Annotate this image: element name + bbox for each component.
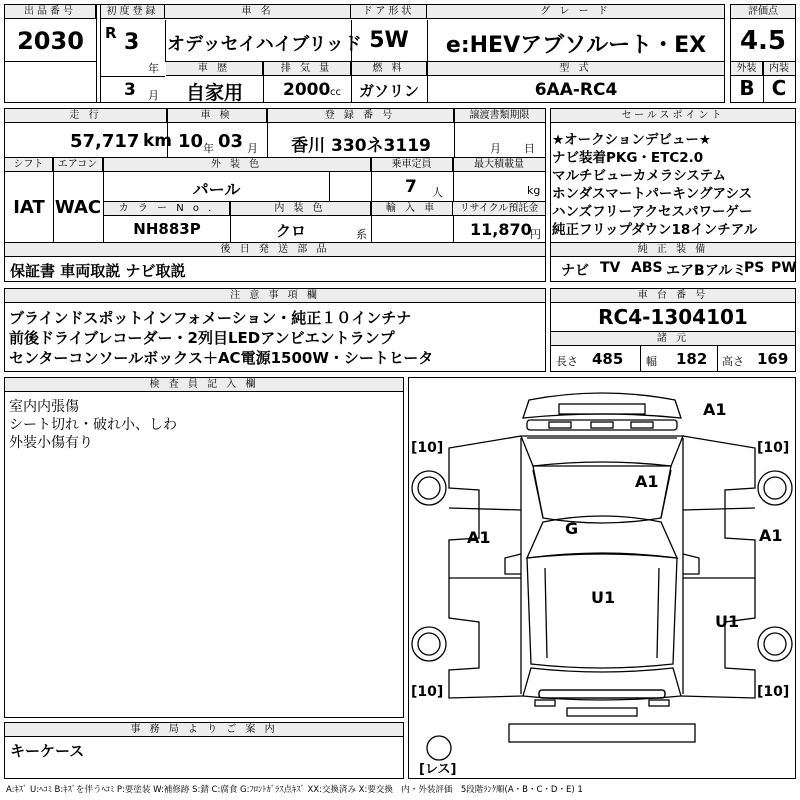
inspection-year-unit: 年 [203, 142, 214, 155]
transfer-month: 月 [490, 142, 501, 155]
tire-tread: [10] [757, 440, 790, 456]
capacity-unit: 人 [432, 186, 443, 199]
sales-line: ナビ装着PKG・ETC2.0 [552, 150, 704, 166]
chassis-header: 車 台 番 号 [551, 289, 795, 303]
inspection-month-unit: 月 [247, 142, 258, 155]
length-label: 長さ [556, 355, 578, 368]
color-number: NH883P [133, 220, 201, 238]
exterior-header: 外装 [731, 62, 763, 76]
inspection-month: 03 [218, 131, 244, 152]
int-color-header: 内 装 色 [230, 202, 371, 216]
car-outline [409, 378, 795, 778]
tire-tread: [10] [411, 440, 444, 456]
era: R [105, 24, 117, 42]
recycle-fee: 11,870 [470, 220, 532, 239]
ext-color-header: 外 装 色 [103, 158, 371, 172]
width-label: 幅 [646, 355, 657, 368]
spare-tire: [レス] [419, 762, 457, 777]
first-reg-year: 3 [124, 30, 140, 55]
interior-grade: C [771, 76, 787, 100]
model-code: 6AA-RC4 [534, 80, 618, 100]
damage-mark: A1 [635, 472, 659, 491]
int-color-unit: 系 [356, 228, 367, 241]
equipment-item: TV [600, 260, 621, 276]
notes-header: 注 意 事 項 欄 [5, 289, 545, 303]
max-load-unit: kg [527, 184, 541, 197]
mileage-unit: km [143, 131, 173, 151]
int-color: クロ [275, 222, 306, 240]
notes-line: センターコンソールボックス＋AC電源1500W・シートヒータ [9, 349, 434, 367]
length-value: 485 [592, 350, 624, 368]
tire-tread: [10] [411, 684, 444, 700]
recycle-header: リサイクル預託金 [453, 202, 545, 216]
equipment-item: エアB [666, 263, 705, 279]
damage-mark: A1 [759, 526, 783, 545]
width-value: 182 [676, 350, 708, 368]
damage-mark: A1 [467, 528, 491, 547]
score-header: 評価点 [731, 5, 795, 19]
score-value: 4.5 [739, 26, 787, 56]
car-name: オデッセイハイブリッド [167, 34, 362, 55]
damage-mark: U1 [715, 612, 740, 631]
parts-list: 保証書 車両取説 ナビ取説 [10, 262, 186, 280]
shift-header: シフト [5, 158, 53, 172]
chassis-number: RC4-1304101 [598, 305, 748, 329]
import-header: 輸 入 車 [371, 202, 453, 216]
office-text: キーケース [10, 742, 85, 760]
inspector-line: 外装小傷有り [9, 435, 93, 451]
aircon: WAC [54, 197, 102, 218]
door-type: 5W [369, 28, 409, 53]
transfer-day: 日 [524, 142, 535, 155]
model-header: 型 式 [427, 62, 724, 76]
grade-header: グ レ ー ド [427, 5, 724, 19]
sales-line: ハンズフリーアクセスパワーゲー [552, 204, 753, 220]
car-name-header: 車 名 [165, 5, 351, 19]
displacement-header: 排 気 量 [263, 62, 351, 76]
inspection-year: 10 [178, 131, 204, 152]
history-header: 車 歴 [166, 62, 263, 76]
car-diagram [408, 377, 796, 779]
height-value: 169 [757, 350, 789, 368]
mileage: 57,717 [70, 131, 140, 152]
sales-line: ホンダスマートパーキングアシス [552, 186, 753, 202]
damage-mark: U1 [591, 588, 616, 607]
equipment-header: 純 正 装 備 [551, 243, 795, 257]
equipment-item: PW [771, 260, 797, 276]
inspection-header: 車 検 [167, 109, 267, 123]
damage-mark: G [565, 519, 579, 538]
equipment-item: ABS [631, 260, 663, 276]
tire-tread: [10] [757, 684, 790, 700]
transfer-header: 譲渡書類期限 [454, 109, 545, 123]
height-label: 高さ [722, 355, 744, 368]
month-unit: 月 [148, 89, 159, 102]
year-unit: 年 [148, 62, 159, 75]
grade: e:HEVアブソルート・EX [445, 33, 707, 58]
displacement: 2000 [283, 80, 331, 100]
notes-line: 前後ドライブレコーダー・2列目LEDアンビエントランプ [9, 329, 395, 347]
shift: IAT [13, 197, 45, 218]
lot-number: 2030 [17, 27, 84, 55]
ext-color: パール [192, 180, 241, 199]
spec-header: 諸 元 [551, 332, 795, 346]
max-load-header: 最大積載量 [453, 158, 545, 172]
equipment-item: アルミ [705, 263, 747, 279]
equipment-item: PS [744, 260, 765, 276]
displacement-unit: cc [330, 87, 341, 98]
lot-number-header: 出品番号 [5, 5, 96, 19]
legend: A:ｷｽﾞ U:ﾍｺﾐ B:ｷｽﾞを伴うﾍｺﾐ P:要塗装 W:補修跡 S:錆 C:腐食 G:ﾌﾛﾝﾄｶﾞﾗｽ点ｷｽﾞ XX:交換済み X:要交換 内・外装評価 5段階ﾗﾝｸ順(A・B・C・D・E) 1 [6, 785, 583, 795]
office-header: 事 務 局 よ り ご 案 内 [5, 723, 403, 737]
equipment-item: ナビ [561, 263, 589, 279]
inspector-line: シート切れ・破れ小、しわ [9, 417, 177, 433]
damage-mark: A1 [703, 400, 727, 419]
exterior-grade: B [739, 76, 755, 100]
aircon-header: エアコン [53, 158, 103, 172]
mileage-header: 走 行 [5, 109, 167, 123]
registration-header: 登 録 番 号 [267, 109, 454, 123]
notes-line: ブラインドスポットインフォメーション・純正１０インチナ [9, 309, 412, 327]
fuel: ガソリン [358, 82, 419, 100]
fuel-header: 燃 料 [351, 62, 427, 76]
interior-header: 内装 [763, 62, 795, 76]
car-history: 自家用 [185, 82, 243, 104]
registration-number: 香川 330ネ3119 [291, 136, 431, 156]
sales-line: マルチビューカメラシステム [552, 168, 726, 184]
sales-line: 純正フリップダウン18インチアル [552, 222, 758, 238]
sales-line: ★オークションデビュー★ [552, 132, 711, 148]
capacity-header: 乗車定員 [371, 158, 453, 172]
door-header: ドア形状 [351, 5, 427, 19]
color-no-header: カ ラ ー N o . [104, 202, 230, 216]
inspector-header: 検 査 員 記 入 欄 [5, 378, 403, 392]
capacity: 7 [405, 177, 417, 197]
first-registration-header: 初度登録 [101, 5, 165, 19]
parts-header: 後 日 発 送 部 品 [5, 243, 545, 257]
first-reg-month: 3 [124, 80, 136, 100]
recycle-unit: 円 [530, 228, 541, 241]
inspector-line: 室内内張傷 [9, 399, 79, 415]
sales-header: セールスポイント [551, 109, 795, 123]
